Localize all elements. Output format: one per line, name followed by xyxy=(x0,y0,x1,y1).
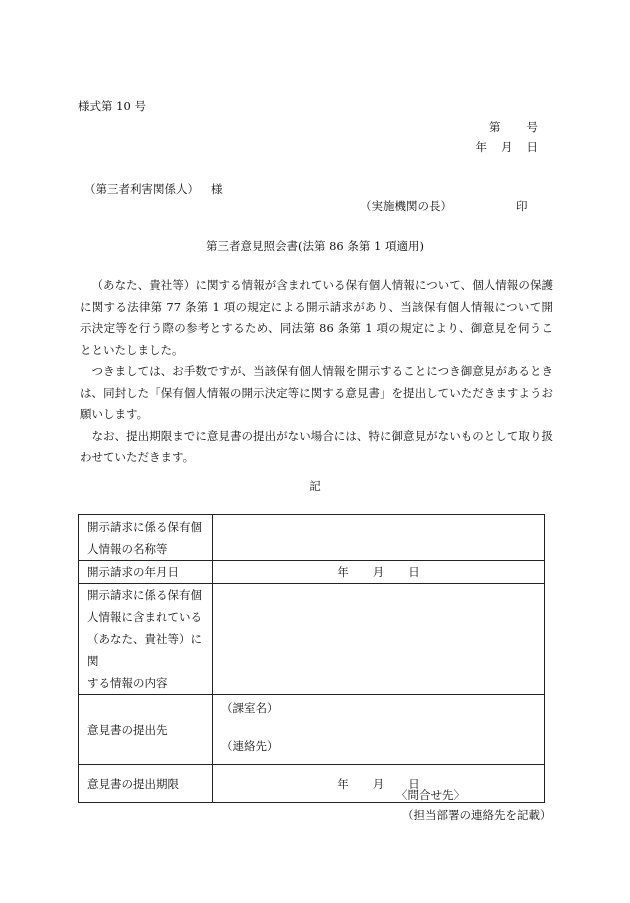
table-row xyxy=(79,584,545,695)
contact-note: （担当部署の連絡先を記載） xyxy=(402,808,552,822)
row-value-submission-deadline xyxy=(213,765,545,803)
contact-field: （連絡先） xyxy=(221,739,279,753)
sender-name: （実施機関の長） xyxy=(360,199,452,213)
addressee-name: （第三者利害関係人） xyxy=(84,182,199,196)
ki-heading: 記 xyxy=(309,479,321,493)
department-name-field: （課室名） xyxy=(221,701,279,715)
row-label-submission-deadline: 意見書の提出期限 xyxy=(79,765,213,803)
date-month: 月 xyxy=(372,776,385,791)
document-date xyxy=(476,139,539,155)
row-value-info-name xyxy=(213,515,545,561)
date-year: 年 xyxy=(337,776,349,791)
body-paragraph: なお、提出期限までに意見書の提出がない場合には、特に御意見がないものとして取り扱わせていただきます。 xyxy=(80,428,553,464)
addressee-honorific: 様 xyxy=(211,182,223,196)
label-line: する情報の内容 xyxy=(87,676,168,690)
date-day: 日 xyxy=(408,565,420,579)
label-line: 開示請求に係る保有個 xyxy=(87,588,202,602)
label-line: 人情報の名称等 xyxy=(87,541,168,556)
table-row xyxy=(79,515,545,561)
date-year: 年 xyxy=(475,140,487,154)
body-paragraph: （あなた、貴社等）に関する情報が含まれている保有個人情報について、個人情報の保護に関する法律第 77 条第 1 項の規定による開示請求があり、当該保有個人情報について開示決定等を行う際の参考とするため、同法第 86 条第 1 項の規定により、御意見を伺うことといたしました。 xyxy=(80,278,553,357)
table-row xyxy=(79,765,545,803)
row-value-request-date xyxy=(213,561,545,584)
date-year: 年 xyxy=(337,565,349,579)
row-label-info-content xyxy=(79,584,213,695)
label-line: 人情報に含まれている xyxy=(87,610,202,624)
body-paragraph: つきましては、お手数ですが、当該保有個人情報を開示することにつき御意見があるときは、同封した「保有個人情報の開示決定等に関する意見書」を提出していただきますようお願いします。 xyxy=(80,364,553,421)
row-label-submission-destination: 意見書の提出先 xyxy=(79,695,213,765)
row-label-info-name xyxy=(79,515,213,561)
label-line: （あなた、貴社等）に関 xyxy=(87,632,202,668)
date-day: 日 xyxy=(408,776,420,791)
row-label-request-date: 開示請求の年月日 xyxy=(79,561,213,584)
contact-title: 〈問合せ先〉 xyxy=(396,788,465,802)
number-prefix: 第 xyxy=(489,120,501,134)
date-day: 日 xyxy=(526,140,538,154)
seal-mark: 印 xyxy=(516,199,528,213)
date-month: 月 xyxy=(501,140,513,154)
info-table xyxy=(78,514,545,803)
label-line: 開示請求に係る保有個 xyxy=(87,519,202,534)
addressee xyxy=(84,181,223,197)
table-row xyxy=(79,561,545,584)
row-value-info-content xyxy=(213,584,545,695)
document-number xyxy=(489,119,538,135)
document-title: 第三者意見照会書(法第 86 条第 1 項適用) xyxy=(205,239,425,253)
body-text xyxy=(80,275,553,469)
number-suffix: 号 xyxy=(526,120,538,134)
form-number: 様式第 10 号 xyxy=(78,99,146,113)
row-value-submission-destination xyxy=(213,695,545,765)
table-row xyxy=(79,695,545,765)
date-month: 月 xyxy=(372,565,385,579)
